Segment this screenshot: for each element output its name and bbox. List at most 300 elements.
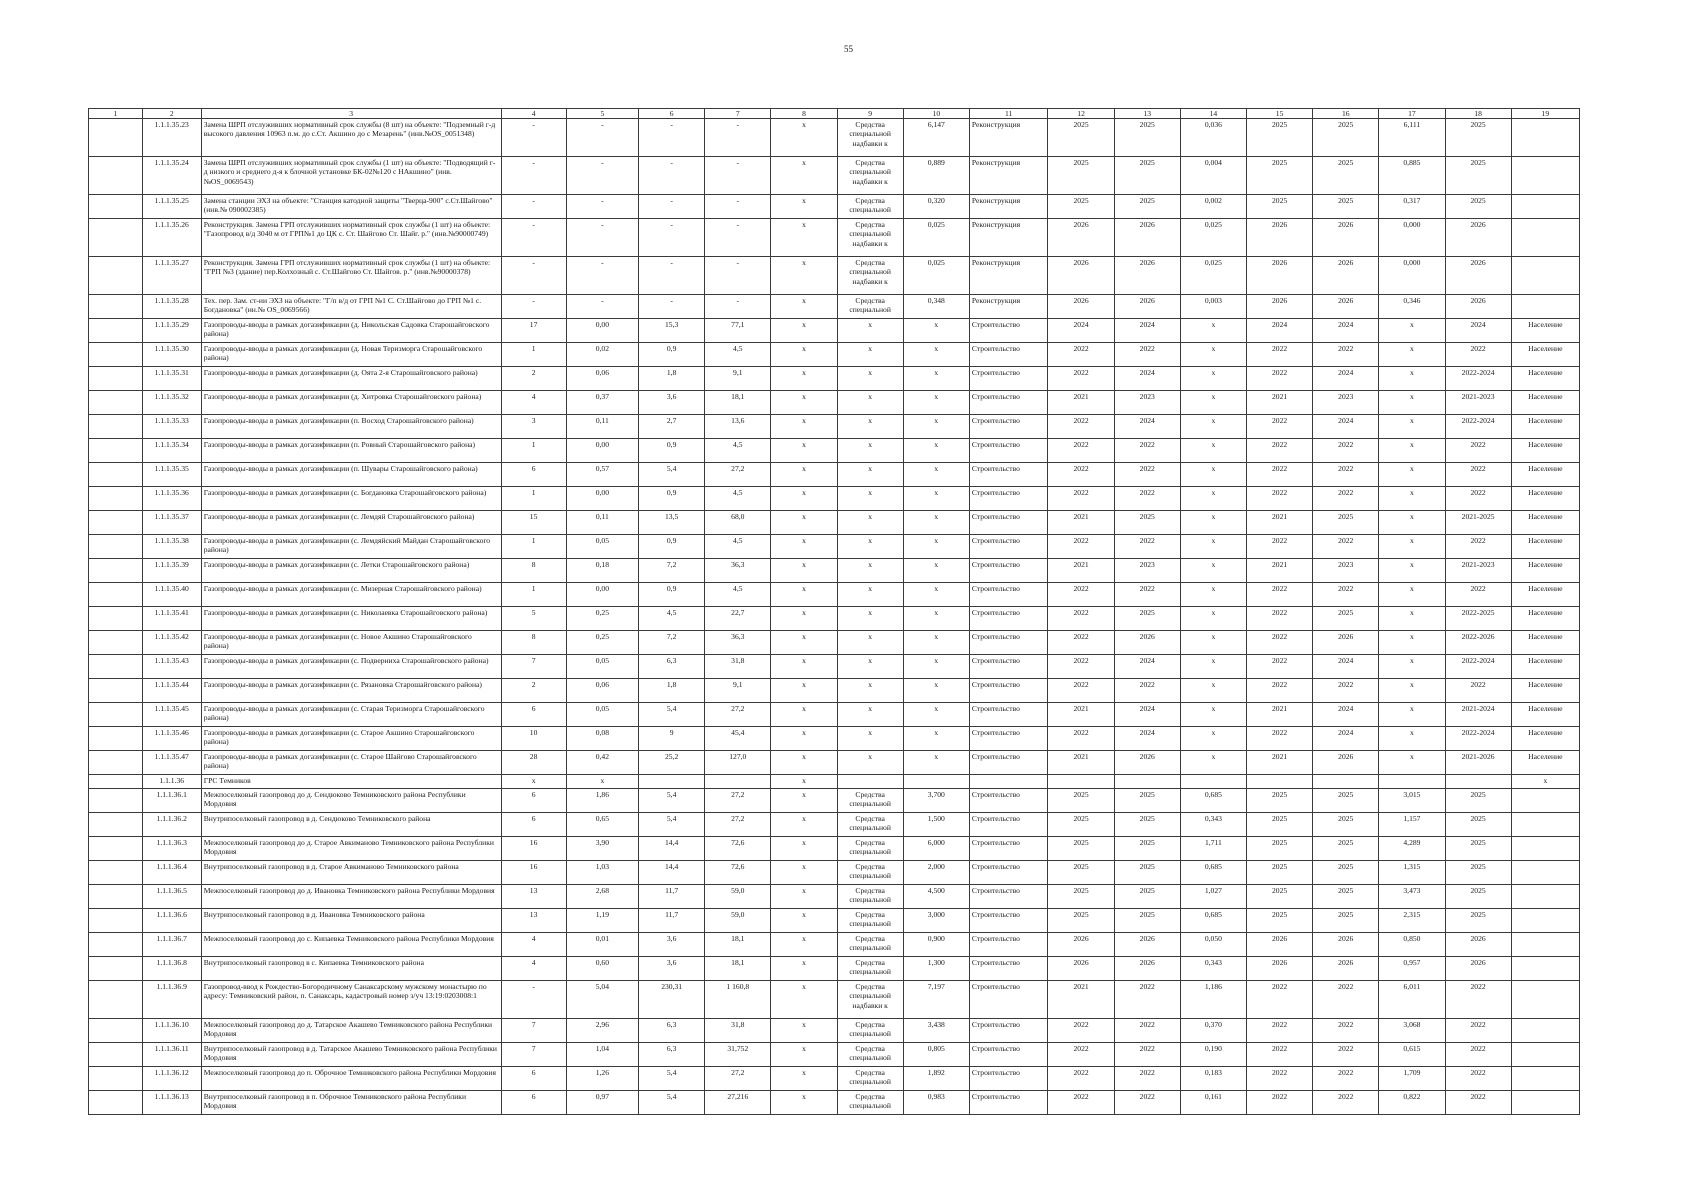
table-cell-col-15: 2022 [1247,439,1313,463]
table-cell-col-10: х [903,343,969,367]
table-cell-col-13: 2025 [1114,195,1180,219]
table-cell-col-15: 2022 [1247,343,1313,367]
table-cell-col-5: 0,60 [566,957,638,981]
table-cell-col-3: Межпоселковый газопровод до с. Кипаевка Темниковского района Республики Мордовия [201,933,501,957]
table-cell-col-4: 6 [501,813,566,837]
table-cell-col-11: Строительство [969,751,1048,775]
table-cell-col-4: 7 [501,1043,566,1067]
table-cell-col-19: Население [1511,679,1579,703]
table-row [89,775,1580,789]
table-cell-col-1 [89,295,143,319]
table-cell-col-3: Межпоселковый газопровод до д. Ивановка Темниковского района Республики Мордовия [201,885,501,909]
table-row [89,861,1580,885]
table-cell-col-19: Население [1511,583,1579,607]
table-cell-col-16: 2025 [1313,511,1379,535]
table-cell-col-19 [1511,909,1579,933]
table-cell-col-18: 2025 [1445,885,1511,909]
table-cell-col-13: 2022 [1114,487,1180,511]
table-row [89,439,1580,463]
table-cell-col-13: 2025 [1114,119,1180,157]
table-cell-col-9: Средства специальной [837,195,903,219]
table-cell-col-14: х [1180,535,1246,559]
table-cell-col-13: 2022 [1114,1019,1180,1043]
table-cell-col-8: х [771,789,837,813]
table-cell-col-6: - [639,257,705,295]
table-cell-col-14: х [1180,583,1246,607]
table-cell-col-4: 1 [501,343,566,367]
table-cell-col-12: 2022 [1048,1067,1114,1091]
table-cell-col-11: Строительство [969,837,1048,861]
table-cell-col-5: 0,06 [566,679,638,703]
table-cell-col-19: Население [1511,751,1579,775]
table-cell-col-8: х [771,813,837,837]
table-cell-col-16: 2023 [1313,391,1379,415]
table-cell-col-5: - [566,257,638,295]
table-cell-col-14: 0,161 [1180,1091,1246,1115]
table-cell-col-4: 6 [501,703,566,727]
table-cell-col-4: 15 [501,511,566,535]
table-cell-col-6 [639,775,705,789]
table-cell-col-4: 2 [501,367,566,391]
table-cell-col-19 [1511,861,1579,885]
table-cell-col-3: Газопроводы-вводы в рамках догазификации (с. Старое Акшино Старошайговского района) [201,727,501,751]
table-cell-col-2: 1.1.1.36.8 [142,957,201,981]
table-row [89,257,1580,295]
table-cell-col-14: х [1180,391,1246,415]
table-cell-col-3: Газопроводы-вводы в рамках догазификации (с. Богдановка Старошайговского района) [201,487,501,511]
table-row [89,391,1580,415]
table-cell-col-10: 0,805 [903,1043,969,1067]
table-cell-col-12: 2021 [1048,511,1114,535]
table-cell-col-4: - [501,119,566,157]
table-cell-col-13: 2022 [1114,1043,1180,1067]
table-cell-col-8: х [771,885,837,909]
table-cell-col-17: х [1379,535,1445,559]
table-cell-col-6: 0,9 [639,487,705,511]
table-cell-col-10: х [903,607,969,631]
table-cell-col-6: - [639,157,705,195]
table-cell-col-14: х [1180,415,1246,439]
table-cell-col-17: 0,850 [1379,933,1445,957]
table-cell-col-12: 2025 [1048,837,1114,861]
table-cell-col-8: х [771,957,837,981]
table-cell-col-17: 0,000 [1379,219,1445,257]
table-cell-col-9: Средства специальной [837,837,903,861]
table-row [89,487,1580,511]
table-cell-col-6: 11,7 [639,909,705,933]
table-cell-col-14: х [1180,319,1246,343]
table-row [89,813,1580,837]
table-cell-col-18: 2022 [1445,1091,1511,1115]
projects-table [88,108,1580,1115]
table-cell-col-13: 2022 [1114,343,1180,367]
table-cell-col-3: Реконструкция. Замена ГРП отслуживших нормативный срок службы (1 шт) на объекте: "ГРП №3 (здание) пер.Колхозный с. Ст.Шайгово Ст. Шайгов. р." (инв.№90000378) [201,257,501,295]
table-cell-col-8: х [771,1091,837,1115]
table-cell-col-4: 6 [501,1067,566,1091]
table-cell-col-7 [705,775,771,789]
table-cell-col-1 [89,257,143,295]
table-cell-col-16: 2022 [1313,535,1379,559]
table-cell-col-2: 1.1.1.35.23 [142,119,201,157]
table-cell-col-15: 2025 [1247,813,1313,837]
column-number-5: 5 [566,109,638,119]
table-cell-col-11: Строительство [969,343,1048,367]
table-cell-col-12 [1048,775,1114,789]
table-cell-col-19: Население [1511,319,1579,343]
table-cell-col-9: х [837,439,903,463]
table-cell-col-7: 27,2 [705,703,771,727]
table-cell-col-18: 2025 [1445,157,1511,195]
table-row [89,463,1580,487]
table-cell-col-18: 2022 [1445,343,1511,367]
table-cell-col-3: Газопроводы-вводы в рамках догазификации (п. Восход Старошайговского района) [201,415,501,439]
table-cell-col-16: 2025 [1313,195,1379,219]
table-cell-col-10: 0,983 [903,1091,969,1115]
table-row [89,981,1580,1019]
table-cell-col-3: Внутрипоселковый газопровод в д. Ивановка Темниковского района [201,909,501,933]
table-cell-col-6: 14,4 [639,837,705,861]
table-cell-col-6: 14,4 [639,861,705,885]
column-number-1: 1 [89,109,143,119]
table-cell-col-10: 7,197 [903,981,969,1019]
table-cell-col-13: 2026 [1114,933,1180,957]
table-cell-col-5: 0,11 [566,511,638,535]
table-cell-col-1 [89,631,143,655]
table-cell-col-8: х [771,439,837,463]
table-row [89,1067,1580,1091]
table-cell-col-16: 2026 [1313,751,1379,775]
table-cell-col-7: 4,5 [705,343,771,367]
table-cell-col-18: 2022 [1445,679,1511,703]
table-cell-col-19: Население [1511,535,1579,559]
table-cell-col-14: х [1180,487,1246,511]
table-row [89,607,1580,631]
table-cell-col-12: 2024 [1048,319,1114,343]
table-cell-col-5: 0,00 [566,319,638,343]
table-cell-col-12: 2022 [1048,463,1114,487]
table-row [89,1019,1580,1043]
table-cell-col-1 [89,751,143,775]
table-cell-col-14: 0,685 [1180,861,1246,885]
table-cell-col-5: - [566,295,638,319]
table-cell-col-3: Замена ШРП отслуживших нормативный срок службы (1 шт) на объекте: "Подводящий г-д низкого и среднего д-я к блочной установке БК-02№120 с НАкшино" (инв.№OS_0069543) [201,157,501,195]
table-cell-col-2: 1.1.1.35.28 [142,295,201,319]
table-cell-col-19: Население [1511,367,1579,391]
table-cell-col-8: х [771,295,837,319]
table-cell-col-9: Средства специальной [837,861,903,885]
table-cell-col-19: х [1511,775,1579,789]
table-cell-col-6: 13,5 [639,511,705,535]
table-cell-col-2: 1.1.1.36.10 [142,1019,201,1043]
table-cell-col-5: 1,26 [566,1067,638,1091]
table-cell-col-16: 2024 [1313,415,1379,439]
table-cell-col-11: Строительство [969,607,1048,631]
table-cell-col-11: Строительство [969,415,1048,439]
table-cell-col-8: х [771,751,837,775]
table-cell-col-7: 36,3 [705,631,771,655]
table-cell-col-4: 7 [501,655,566,679]
table-cell-col-11: Строительство [969,703,1048,727]
table-cell-col-1 [89,837,143,861]
table-cell-col-10: 3,000 [903,909,969,933]
table-cell-col-14: х [1180,727,1246,751]
table-cell-col-7: 72,6 [705,861,771,885]
table-cell-col-18: 2021-2026 [1445,751,1511,775]
table-cell-col-12: 2022 [1048,1019,1114,1043]
table-cell-col-2: 1.1.1.35.43 [142,655,201,679]
table-cell-col-6: 6,3 [639,1019,705,1043]
table-cell-col-9: Средства специальной [837,789,903,813]
table-cell-col-4: 28 [501,751,566,775]
table-cell-col-19: Население [1511,463,1579,487]
table-cell-col-16: 2025 [1313,119,1379,157]
table-cell-col-3: Межпоселковый газопровод до д. Старое Авкиманово Темниковского района Республики Мордовия [201,837,501,861]
table-cell-col-7: 9,1 [705,679,771,703]
table-cell-col-7: - [705,119,771,157]
table-cell-col-1 [89,559,143,583]
table-cell-col-14: 0,370 [1180,1019,1246,1043]
table-cell-col-11: Реконструкция [969,119,1048,157]
table-cell-col-15 [1247,775,1313,789]
table-cell-col-18: 2022 [1445,583,1511,607]
table-cell-col-17: 6,011 [1379,981,1445,1019]
table-cell-col-8: х [771,1019,837,1043]
table-cell-col-13: 2025 [1114,511,1180,535]
table-cell-col-6: 4,5 [639,607,705,631]
table-cell-col-3: Реконструкция. Замена ГРП отслуживших нормативный срок службы (1 шт) на объекте: "Газопровод в/д 3040 м от ГРП№1 до ЦК с. Ст. Шайгово Ст. Шайг. р." (инв.№90000749) [201,219,501,257]
table-cell-col-13: 2026 [1114,219,1180,257]
table-row [89,957,1580,981]
table-cell-col-5: 0,00 [566,439,638,463]
table-cell-col-2: 1.1.1.35.45 [142,703,201,727]
table-cell-col-15: 2026 [1247,295,1313,319]
table-cell-col-12: 2022 [1048,583,1114,607]
table-cell-col-3: Газопроводы-вводы в рамках догазификации (с. Подверниха Старошайговского района) [201,655,501,679]
table-cell-col-19 [1511,157,1579,195]
table-row [89,751,1580,775]
table-cell-col-7: 68,0 [705,511,771,535]
table-cell-col-10: 3,700 [903,789,969,813]
table-cell-col-19: Население [1511,655,1579,679]
table-cell-col-17: 3,473 [1379,885,1445,909]
table-cell-col-15: 2025 [1247,861,1313,885]
table-cell-col-17: 2,315 [1379,909,1445,933]
table-cell-col-2: 1.1.1.35.42 [142,631,201,655]
table-cell-col-14: 1,711 [1180,837,1246,861]
table-row [89,157,1580,195]
table-cell-col-11: Реконструкция [969,195,1048,219]
table-cell-col-2: 1.1.1.35.35 [142,463,201,487]
table-cell-col-9: Средства специальной надбавки к [837,219,903,257]
table-cell-col-19 [1511,1091,1579,1115]
table-cell-col-3: Межпоселковый газопровод до д. Татарское Акашево Темниковского района Республики Мордовия [201,1019,501,1043]
table-cell-col-14: х [1180,559,1246,583]
table-cell-col-18: 2026 [1445,957,1511,981]
table-cell-col-5: 2,96 [566,1019,638,1043]
table-cell-col-11: Строительство [969,535,1048,559]
table-row [89,909,1580,933]
table-cell-col-2: 1.1.1.35.41 [142,607,201,631]
table-cell-col-12: 2022 [1048,487,1114,511]
table-cell-col-4: - [501,295,566,319]
table-cell-col-14: х [1180,511,1246,535]
table-cell-col-8: х [771,837,837,861]
table-cell-col-2: 1.1.1.35.29 [142,319,201,343]
table-cell-col-19: Население [1511,391,1579,415]
table-cell-col-11: Строительство [969,1043,1048,1067]
table-cell-col-18: 2022-2026 [1445,631,1511,655]
table-cell-col-18: 2026 [1445,257,1511,295]
table-cell-col-9: х [837,535,903,559]
table-cell-col-5: 0,00 [566,487,638,511]
table-cell-col-4: 1 [501,487,566,511]
table-row [89,885,1580,909]
table-cell-col-6: - [639,195,705,219]
table-cell-col-6: 6,3 [639,655,705,679]
table-cell-col-19: Население [1511,487,1579,511]
table-cell-col-15: 2022 [1247,1043,1313,1067]
table-cell-col-17: х [1379,607,1445,631]
table-cell-col-15: 2026 [1247,257,1313,295]
column-number-13: 13 [1114,109,1180,119]
table-cell-col-17: х [1379,487,1445,511]
table-cell-col-16: 2022 [1313,463,1379,487]
table-cell-col-18: 2022 [1445,439,1511,463]
table-cell-col-9: х [837,367,903,391]
table-cell-col-13: 2026 [1114,257,1180,295]
table-cell-col-9: Средства специальной [837,933,903,957]
table-cell-col-14: 1,186 [1180,981,1246,1019]
table-cell-col-13: 2022 [1114,463,1180,487]
table-cell-col-10: 1,300 [903,957,969,981]
table-cell-col-10: х [903,559,969,583]
table-cell-col-10: 0,348 [903,295,969,319]
table-cell-col-12: 2026 [1048,933,1114,957]
table-cell-col-2: 1.1.1.35.38 [142,535,201,559]
table-cell-col-18: 2026 [1445,219,1511,257]
table-cell-col-9: х [837,679,903,703]
table-cell-col-12: 2021 [1048,703,1114,727]
table-row [89,679,1580,703]
table-cell-col-12: 2025 [1048,861,1114,885]
table-cell-col-1 [89,1091,143,1115]
table-cell-col-14 [1180,775,1246,789]
table-cell-col-16: 2022 [1313,439,1379,463]
page-number: 55 [844,44,853,54]
table-cell-col-8: х [771,535,837,559]
table-cell-col-13: 2022 [1114,1091,1180,1115]
table-cell-col-7: 18,1 [705,933,771,957]
table-cell-col-10: х [903,319,969,343]
table-cell-col-10: х [903,367,969,391]
table-cell-col-18: 2025 [1445,909,1511,933]
table-cell-col-17: х [1379,319,1445,343]
table-cell-col-2: 1.1.1.36 [142,775,201,789]
table-cell-col-3: Газопроводы-вводы в рамках догазификации (с. Летки Старошайговского района) [201,559,501,583]
table-cell-col-3: Замена ШРП отслуживших нормативный срок службы (8 шт) на объекте: "Подземный г-д высокого давления 10963 п.м. до с.Ст. Акшино до с Мезарень" (инв.№OS_0051348) [201,119,501,157]
table-cell-col-13: 2025 [1114,885,1180,909]
table-cell-col-10: 6,147 [903,119,969,157]
table-cell-col-11: Строительство [969,487,1048,511]
table-cell-col-6: 11,7 [639,885,705,909]
table-cell-col-6: 0,9 [639,439,705,463]
table-cell-col-2: 1.1.1.36.5 [142,885,201,909]
table-cell-col-17: х [1379,679,1445,703]
table-cell-col-4: - [501,981,566,1019]
table-cell-col-8: х [771,195,837,219]
table-cell-col-12: 2022 [1048,439,1114,463]
table-cell-col-11: Строительство [969,1067,1048,1091]
table-cell-col-3: Газопроводы-вводы в рамках догазификации (д. Хитровка Старошайговского района) [201,391,501,415]
table-cell-col-19: Население [1511,343,1579,367]
table-cell-col-10: 0,025 [903,257,969,295]
table-cell-col-13: 2023 [1114,391,1180,415]
table-cell-col-9: Средства специальной [837,1067,903,1091]
column-number-11: 11 [969,109,1048,119]
table-cell-col-5: - [566,219,638,257]
table-cell-col-8: х [771,909,837,933]
table-cell-col-6: - [639,219,705,257]
table-cell-col-16: 2026 [1313,631,1379,655]
table-cell-col-6: 3,6 [639,933,705,957]
table-cell-col-1 [89,813,143,837]
table-cell-col-16: 2026 [1313,257,1379,295]
table-cell-col-17 [1379,775,1445,789]
table-cell-col-6: - [639,119,705,157]
table-cell-col-9: х [837,343,903,367]
table-cell-col-14: х [1180,463,1246,487]
column-number-7: 7 [705,109,771,119]
table-cell-col-10: х [903,391,969,415]
table-body [89,119,1580,1115]
table-cell-col-2: 1.1.1.36.9 [142,981,201,1019]
table-cell-col-15: 2022 [1247,367,1313,391]
table-cell-col-9: х [837,751,903,775]
table-cell-col-4: - [501,157,566,195]
table-cell-col-17: 1,315 [1379,861,1445,885]
table-cell-col-13: 2023 [1114,559,1180,583]
table-cell-col-7: 27,2 [705,789,771,813]
table-cell-col-7: 22,7 [705,607,771,631]
table-cell-col-15: 2022 [1247,463,1313,487]
table-cell-col-14: х [1180,655,1246,679]
table-cell-col-7: 27,216 [705,1091,771,1115]
table-cell-col-3: Газопроводы-вводы в рамках догазификации (д. Оята 2-я Старошайговского района) [201,367,501,391]
table-cell-col-18: 2022-2024 [1445,367,1511,391]
table-cell-col-9: х [837,559,903,583]
table-cell-col-13: 2024 [1114,703,1180,727]
table-cell-col-1 [89,343,143,367]
table-cell-col-11: Строительство [969,789,1048,813]
table-cell-col-7: 31,752 [705,1043,771,1067]
table-cell-col-5: 0,37 [566,391,638,415]
table-cell-col-19: Население [1511,631,1579,655]
table-cell-col-8: х [771,981,837,1019]
table-cell-col-15: 2025 [1247,157,1313,195]
table-cell-col-7: - [705,157,771,195]
table-cell-col-14: 0,685 [1180,789,1246,813]
table-cell-col-14: 0,050 [1180,933,1246,957]
table-cell-col-17: 1,709 [1379,1067,1445,1091]
table-cell-col-6: 5,4 [639,813,705,837]
table-cell-col-1 [89,981,143,1019]
table-cell-col-19 [1511,219,1579,257]
table-cell-col-13: 2026 [1114,631,1180,655]
table-cell-col-2: 1.1.1.36.12 [142,1067,201,1091]
table-cell-col-11: Строительство [969,439,1048,463]
table-cell-col-7: 27,2 [705,1067,771,1091]
table-cell-col-3: Межпоселковый газопровод до п. Оброчное Темниковского района Республики Мордовия [201,1067,501,1091]
